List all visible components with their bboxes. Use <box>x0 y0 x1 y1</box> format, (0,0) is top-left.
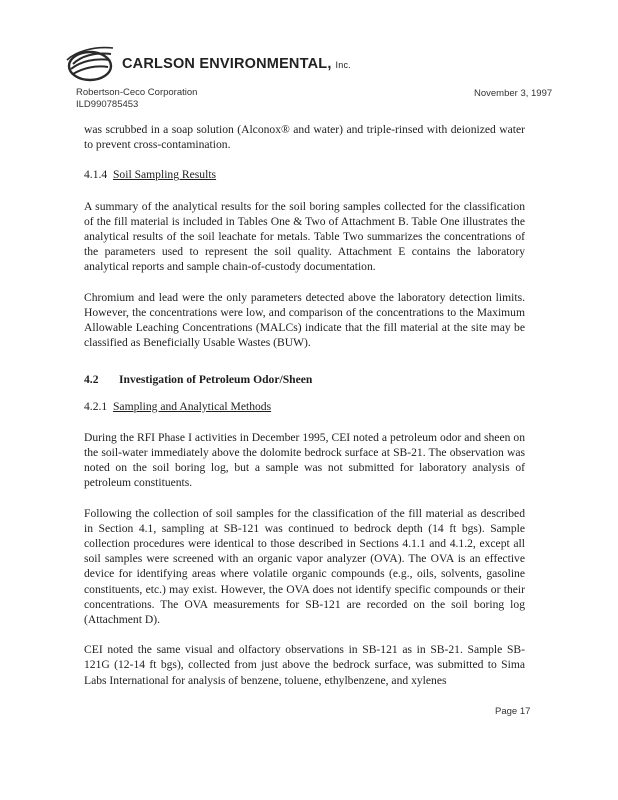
section-number: 4.1.4 <box>84 168 108 182</box>
company-name <box>122 56 351 72</box>
section-title: Soil Sampling Results <box>112 168 217 182</box>
site-id: ILD990785453 <box>76 98 139 110</box>
document-body <box>84 122 525 703</box>
section-title: Investigation of Petroleum Odor/Sheen <box>119 373 313 387</box>
company-name-text: CARLSON ENVIRONMENTAL, <box>122 56 332 72</box>
page-number: Page 17 <box>495 706 531 717</box>
paragraph: During the RFI Phase I activities in December 1995, CEI noted a petroleum odor and sheen on the soil-water immediately above the dolomite bedrock surface at SB-21. The observation was noted on the soil boring log, but a sample was not submitted for laboratory analysis of petroleum constituents. <box>84 430 525 490</box>
section-4-2-1-heading <box>84 399 525 414</box>
section-title: Sampling and Analytical Methods <box>112 399 272 413</box>
client-name: Robertson-Ceco Corporation <box>76 87 198 98</box>
paragraph: A summary of the analytical results for the soil boring samples collected for the classification of the fill material is included in Tables One & Two of Attachment B. Table One illustrates the analytical results of the soil leachate for metals. Table Two summarizes the concentrations of the parameters used to represent the soil quality. Attachment E contains the laboratory analytical reports and sample chain-of-custody documentation. <box>84 199 525 274</box>
carlson-logo-icon <box>65 44 115 84</box>
intro-paragraph: was scrubbed in a soap solution (Alconox® and water) and triple-rinsed with deionized water to prevent cross-contamination. <box>84 123 525 152</box>
paragraph: Chromium and lead were the only parameters detected above the laboratory detection limits. However, the concentrations were low, and comparison of the concentrations to the Maximum Allowable Leaching Concentrations (MALCs) indicate that the fill material at the site may be classified as Beneficially Usable Wastes (BUW). <box>84 290 525 350</box>
section-number: 4.2.1 <box>84 399 108 413</box>
paragraph: Following the collection of soil samples for the classification of the fill material as described in Section 4.1, sampling at SB-121 was continued to bedrock depth (14 ft bgs). Sample collection procedures were identical to those described in Sections 4.1.1 and 4.1.2, except all soil samples were screened with an organic vapor analyzer (OVA). The OVA is an effective device for identifying areas where volatile organic compounds (e.g., oils, solvents, gasoline constituents, etc.) may exist. However, the OVA does not identify specific compounds or their concentrations. The OVA measurements for SB-121 are recorded on the soil boring log (Attachment D). <box>84 506 525 627</box>
client-block <box>76 87 197 110</box>
section-4-1-4-heading <box>84 167 525 182</box>
paragraph: CEI noted the same visual and olfactory observations in SB-121 as in SB-21. Sample SB-121G (12-14 ft bgs), collected from just above the bedrock surface, was submitted to Sima Labs International for analysis of benzene, toluene, ethylbenzene, and xylenes <box>84 643 525 687</box>
section-number: 4.2 <box>84 373 99 387</box>
report-date: November 3, 1997 <box>474 88 553 99</box>
section-4-2-heading <box>84 372 525 387</box>
company-suffix: Inc. <box>335 60 351 70</box>
